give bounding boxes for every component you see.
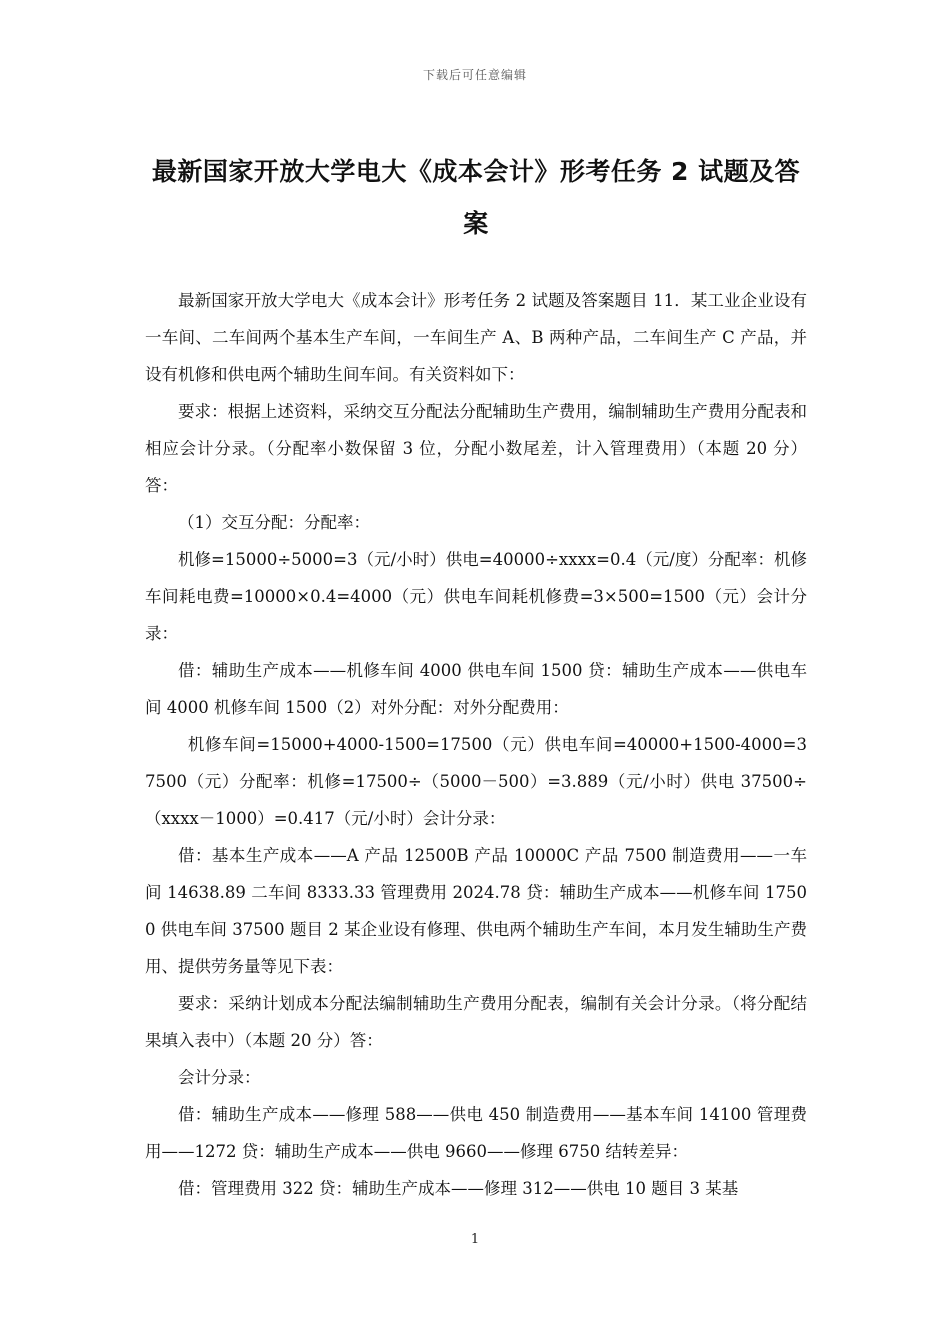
document-body <box>145 282 807 1207</box>
paragraph-journal-entry-2: 借：基本生产成本——A 产品 12500B 产品 10000C 产品 7500 制造费用——一车间 14638.89 二车间 8333.33 管理费用 2024.78 贷：辅助生产成本——机修车间 17500 供电车间 37500 题目 2 某企业设有修理、供电两个辅助生产车间，本月发生辅助生产费用、提供劳务量等见下表： <box>145 846 807 976</box>
paragraph-requirement-1: 要求：根据上述资料，采纳交互分配法分配辅助生产费用，编制辅助生产费用分配表和相应会计分录。（分配率小数保留 3 位，分配小数尾差，计入管理费用）（本题 20 分）答： <box>145 402 807 495</box>
header-note: 下载后可任意编辑 <box>422 68 527 82</box>
paragraph-journal-entry-3: 借：辅助生产成本——修理 588——供电 450 制造费用——基本车间 14100 管理费用——1272 贷：辅助生产成本——供电 9660——修理 6750 结转差异： <box>145 1105 807 1161</box>
paragraph-allocation-rates: 机修=15000÷5000=3（元/小时）供电=40000÷xxxx=0.4（元/度）分配率：机修车间耗电费=10000×0.4=4000（元）供电车间耗机修费=3×500=1500（元）会计分录： <box>145 550 807 643</box>
paragraph-problem-1-intro: 最新国家开放大学电大《成本会计》形考任务 2 试题及答案题目 11．某工业企业设有一车间、二车间两个基本生产车间，一车间生产 A、B 两种产品，二车间生产 C 产品，并设有机修和供电两个辅助生间车间。有关资料如下： <box>145 291 807 384</box>
paragraph-journal-heading: 会计分录： <box>178 1068 261 1087</box>
paragraph-mutual-allocation: （1）交互分配：分配率： <box>178 513 370 532</box>
paragraph-journal-entry-4: 借：管理费用 322 贷：辅助生产成本——修理 312——供电 10 题目 3 某基 <box>178 1179 739 1198</box>
page-number: 1 <box>470 1232 480 1247</box>
paragraph-external-allocation: 机修车间=15000+4000-1500=17500（元）供电车间=40000+1500-4000=37500（元）分配率：机修=17500÷（5000－500）=3.889（元/小时）供电 37500÷（xxxx－1000）=0.417（元/小时）会计分录： <box>145 735 807 828</box>
paragraph-requirement-2: 要求：采纳计划成本分配法编制辅助生产费用分配表，编制有关会计分录。（将分配结果填入表中）（本题 20 分）答： <box>145 994 807 1050</box>
document-title: 最新国家开放大学电大《成本会计》形考任务 2 试题及答案 <box>151 157 801 238</box>
paragraph-journal-entry-1: 借：辅助生产成本——机修车间 4000 供电车间 1500 贷：辅助生产成本——供电车间 4000 机修车间 1500（2）对外分配：对外分配费用： <box>145 661 807 717</box>
